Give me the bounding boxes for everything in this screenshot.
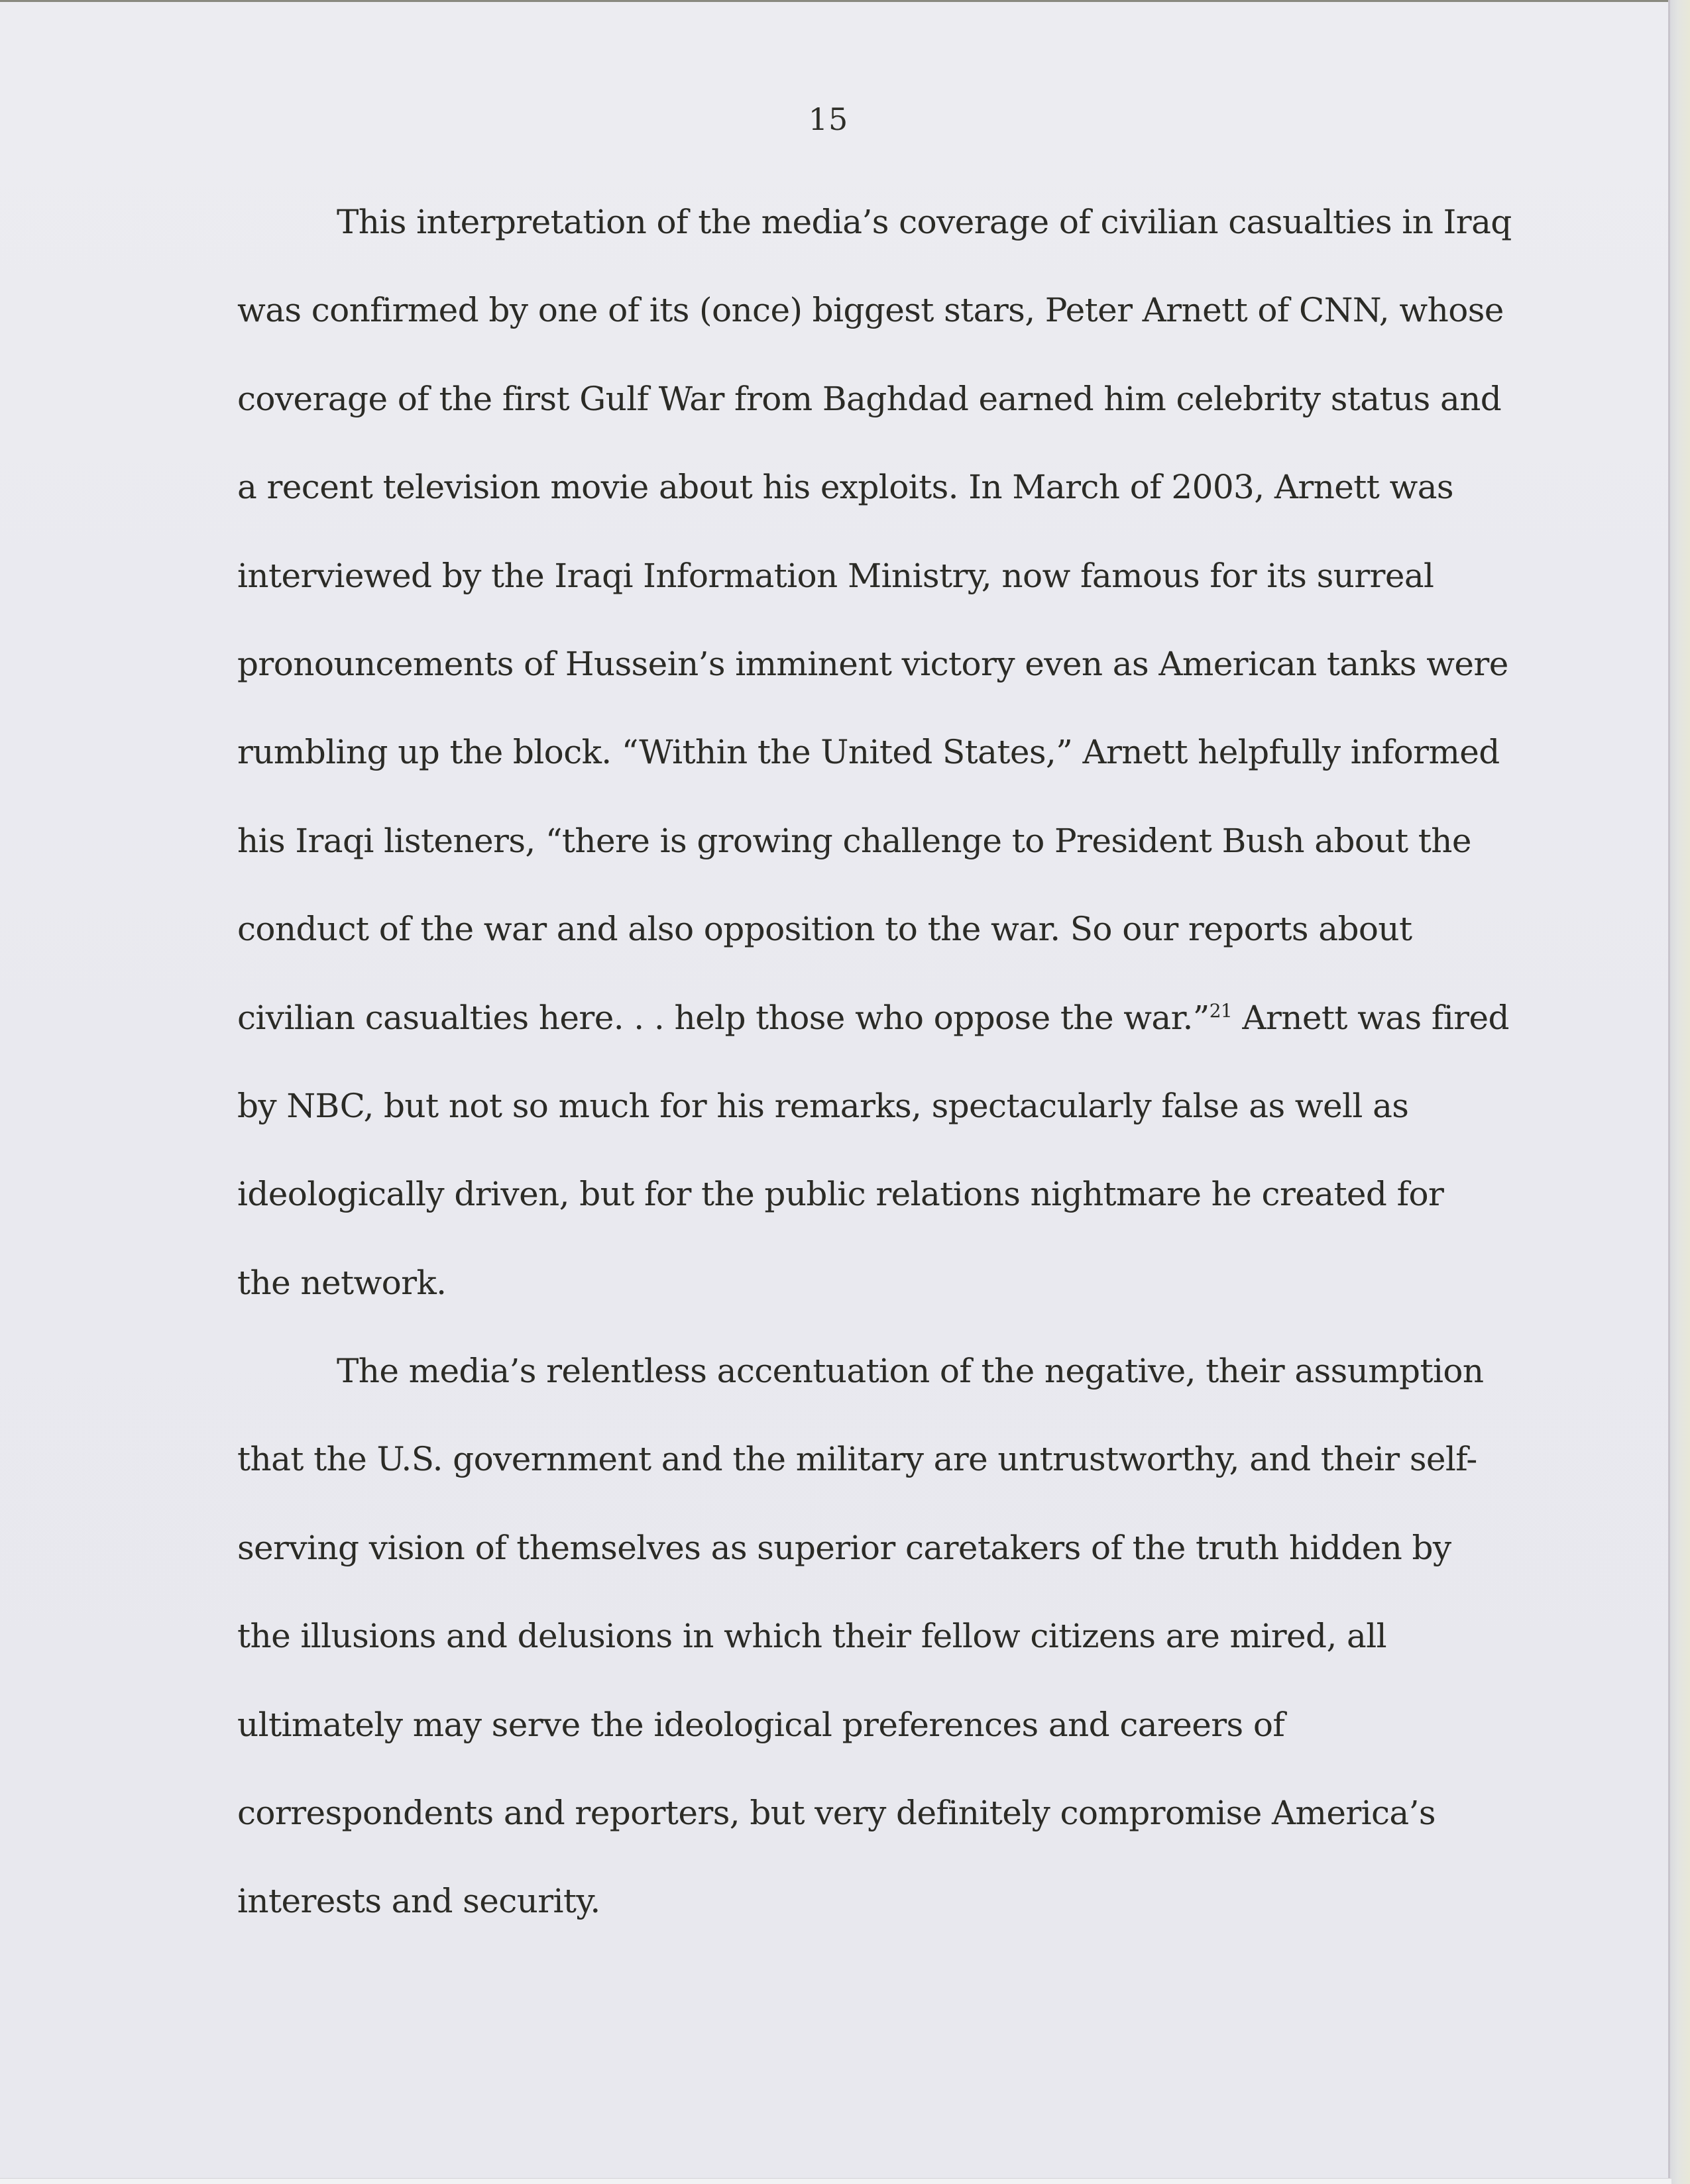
text-line: This interpretation of the media’s coverage of civilian casualties in Iraq [337,203,1512,241]
text-line: interviewed by the Iraqi Information Ministry, now famous for its surreal [237,556,1434,595]
body-text [237,189,1576,1957]
text-segment: Arnett was fired [1232,998,1509,1037]
text-line: serving vision of themselves as superior caretakers of the truth hidden by [237,1528,1451,1567]
scan-edge-bottom [0,2178,1671,2184]
paragraph-2 [237,1338,1576,1957]
text-line: was confirmed by one of its (once) biggest stars, Peter Arnett of CNN, whose [237,291,1504,330]
page-number: 15 [808,101,849,137]
text-line: coverage of the first Gulf War from Baghdad earned him celebrity status and [237,379,1502,418]
text-line-with-footnote [237,985,1576,1073]
text-line: conduct of the war and also opposition to the war. So our reports about [237,910,1412,949]
text-line: interests and security. [237,1882,600,1921]
text-line: correspondents and reporters, but very definitely compromise America’s [237,1794,1436,1833]
text-segment: civilian casualties here. . . help those who oppose the war.” [237,998,1210,1037]
text-line: the illusions and delusions in which their fellow citizens are mired, all [237,1617,1387,1656]
paragraph-1 [237,189,1576,1338]
scan-edge-right [1668,0,1690,2184]
text-line: rumbling up the block. “Within the United States,” Arnett helpfully informed [237,733,1500,772]
footnote-reference[interactable]: 21 [1209,999,1233,1022]
text-line: his Iraqi listeners, “there is growing challenge to President Bush about the [237,821,1471,860]
text-line: The media’s relentless accentuation of the negative, their assumption [337,1352,1484,1391]
text-line: pronouncements of Hussein’s imminent victory even as American tanks were [237,644,1508,683]
text-line: that the U.S. government and the military are untrustworthy, and their self- [237,1440,1477,1479]
text-line: by NBC, but not so much for his remarks, spectacularly false as well as [237,1086,1409,1125]
text-line: the network. [237,1263,447,1302]
text-line: ideologically driven, but for the public relations nightmare he created for [237,1175,1444,1214]
text-line: ultimately may serve the ideological preferences and careers of [237,1705,1285,1744]
text-line: a recent television movie about his exploits. In March of 2003, Arnett was [237,468,1453,507]
